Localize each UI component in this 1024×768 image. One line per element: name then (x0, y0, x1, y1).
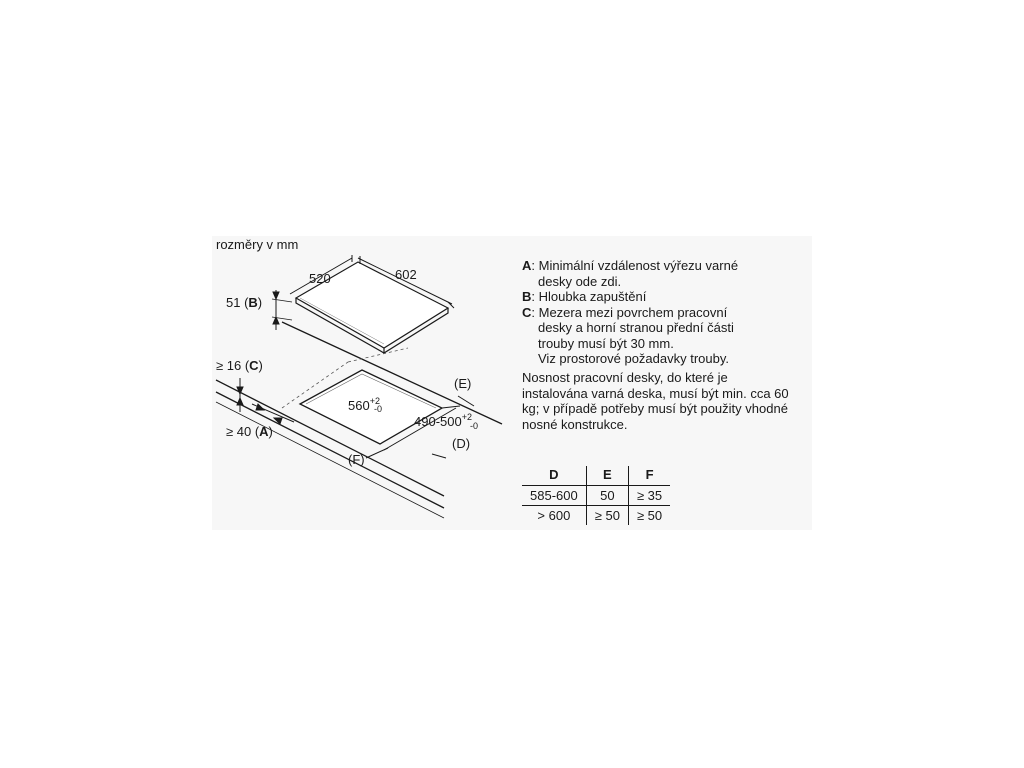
hob-width-label: 602 (395, 267, 417, 282)
table-cell: ≥ 50 (586, 506, 628, 526)
dim-d-line (432, 454, 446, 458)
cutout-depth-label: $490-500^{+2}$ (414, 412, 472, 429)
dim-a-label: ≥ 40 (A) (226, 424, 273, 439)
clearance-table (522, 466, 670, 525)
load-note: Nosnost pracovní desky, do které je instalována varná deska, musí být min. cca 60 kg; v případě potřeby musí být použity vhodné nosné konstrukce. (522, 370, 789, 432)
dim-b-label: 51 (B) (226, 295, 263, 310)
label-e: (E) (454, 376, 472, 391)
label-d: (D) (452, 436, 471, 451)
table-cell: 50 (586, 486, 628, 506)
dim-f-line (366, 448, 388, 458)
table-cell: > 600 (537, 508, 571, 523)
legend (522, 258, 802, 367)
dim-b-arrows (272, 290, 292, 330)
cutout-depth-tol-minus: -0 (470, 421, 479, 431)
dim-c-label: ≥ 16 (C) (216, 358, 263, 373)
table-header: D (522, 466, 586, 486)
installation-drawing (212, 236, 512, 530)
table-row (522, 506, 670, 526)
legend-item-c: C: Mezera mezi povrchem pracovní desky a horní stranou přední části trouby musí být 30 mm. Viz prostorové požadavky trouby. (522, 304, 734, 366)
table-row (522, 486, 670, 506)
hob-depth-label: 520 (309, 271, 331, 286)
legend-item-a: A: Minimální vzdálenost výřezu varné desky ode zdi. (522, 258, 739, 289)
table-header: F (628, 466, 670, 486)
units-label: rozměry v mm (216, 237, 299, 252)
table-header: E (586, 466, 628, 486)
dim-c-arrows (237, 378, 243, 412)
label-f: (F) (348, 452, 365, 467)
cutout-width-label: $560^{+2}$ (348, 396, 380, 413)
legend-item-b: B: Hloubka zapuštění (522, 289, 647, 304)
table-cell: ≥ 35 (628, 486, 670, 506)
table-cell: 585-600 (522, 486, 586, 506)
table-cell: ≥ 50 (628, 506, 670, 526)
cutout-width-tol-minus: -0 (374, 404, 383, 414)
